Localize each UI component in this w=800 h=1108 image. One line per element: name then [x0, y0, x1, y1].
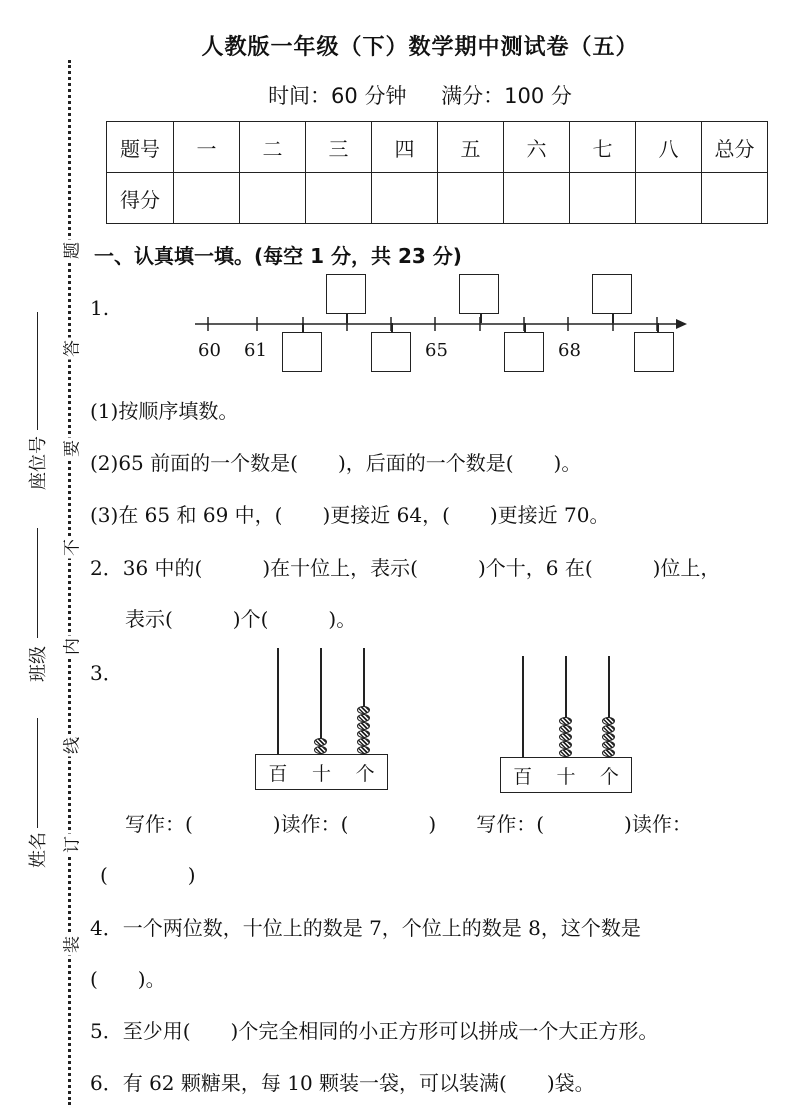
score-cell[interactable] [702, 173, 768, 224]
q6-line: 6．有 62 颗糖果，每 10 颗装一袋，可以装满( )袋。 [90, 1071, 595, 1095]
score-header-cell: 题号 [107, 122, 174, 173]
exam-info [0, 80, 800, 110]
abacus-bead [357, 730, 370, 738]
margin-warning-char: 答 [58, 338, 83, 360]
q2-line1: 2．36 中的( )在十位上，表示( )个十，6 在( )位上， [90, 556, 721, 580]
score-header-cell: 一 [174, 122, 240, 173]
abacus-bead [559, 717, 572, 725]
margin-warning-char: 装 [58, 934, 83, 956]
abacus-2 [500, 656, 632, 796]
number-line [190, 312, 690, 336]
q3-tail: ( ) [100, 863, 196, 887]
number-line-label: 60 [198, 340, 221, 361]
class-label: 班级 [28, 646, 49, 682]
score-table [106, 121, 768, 224]
abacus-1 [255, 648, 388, 793]
number-line-label: 68 [558, 340, 581, 361]
abacus-2-tens-beads [559, 717, 572, 757]
q3-write-read: 写作：( )读作：( ) 写作：( )读作： [125, 812, 692, 836]
abacus-bead [357, 722, 370, 730]
abacus-bead [602, 741, 615, 749]
score-header-cell: 二 [240, 122, 306, 173]
abacus-1-base [255, 754, 388, 790]
score-header-cell: 总分 [702, 122, 768, 173]
seat-number-blank[interactable] [37, 312, 38, 430]
abacus-bead [559, 725, 572, 733]
abacus-bead [314, 738, 327, 746]
name-label: 姓名 [28, 832, 49, 868]
place-hundreds: 百 [268, 762, 288, 785]
abacus-bead [559, 741, 572, 749]
class-blank[interactable] [37, 528, 38, 638]
q3-number: 3． [90, 661, 123, 685]
place-hundreds: 百 [513, 765, 533, 788]
abacus-bead [357, 714, 370, 722]
q5-line: 5．至少用( )个完全相同的小正方形可以拼成一个大正方形。 [90, 1019, 659, 1043]
score-cell[interactable] [240, 173, 306, 224]
q4-line2: ( )。 [90, 967, 166, 991]
number-line-answer-box[interactable] [326, 274, 366, 314]
score-cell[interactable] [636, 173, 702, 224]
place-ones: 个 [599, 765, 619, 788]
score-table-header-row [107, 122, 768, 173]
score-header-cell: 六 [504, 122, 570, 173]
score-header-cell: 三 [306, 122, 372, 173]
score-cell[interactable] [438, 173, 504, 224]
abacus-bead [602, 733, 615, 741]
abacus-bead [357, 706, 370, 714]
time-limit: 时间：60 分钟 [268, 84, 407, 108]
page-title: 人教版一年级（下）数学期中测试卷（五） [201, 35, 639, 60]
number-line-answer-box[interactable] [459, 274, 499, 314]
abacus-bead [559, 749, 572, 757]
score-header-cell: 四 [372, 122, 438, 173]
q1-sub2: (2)65 前面的一个数是( )，后面的一个数是( )。 [90, 451, 582, 475]
q1-sub3: (3)在 65 和 69 中，( )更接近 64，( )更接近 70。 [90, 503, 610, 527]
margin-warning-char: 要 [58, 438, 83, 460]
full-score: 满分：100 分 [441, 84, 572, 108]
margin-warning-char: 不 [58, 537, 83, 559]
score-header-cell: 八 [636, 122, 702, 173]
score-cell[interactable] [306, 173, 372, 224]
q1-number: 1. [90, 296, 110, 320]
score-table-score-row [107, 173, 768, 224]
number-line-label: 61 [244, 340, 267, 361]
name-blank[interactable] [37, 718, 38, 828]
score-cell[interactable] [174, 173, 240, 224]
margin-warning-char: 题 [58, 240, 83, 262]
score-header-cell: 七 [570, 122, 636, 173]
abacus-bead [602, 717, 615, 725]
abacus-bead [559, 733, 572, 741]
q2-line2: 表示( )个( )。 [125, 607, 357, 631]
abacus-2-base [500, 757, 632, 793]
place-tens: 十 [311, 762, 331, 785]
score-header-cell: 五 [438, 122, 504, 173]
number-line-answer-box[interactable] [504, 332, 544, 372]
margin-warning-char: 订 [58, 834, 83, 856]
abacus-2-ones-beads [602, 717, 615, 757]
abacus-bead [314, 746, 327, 754]
q1-sub1: (1)按顺序填数。 [90, 399, 239, 423]
abacus-bead [357, 746, 370, 754]
section-1-title: 一、认真填一填。(每空 1 分，共 23 分) [94, 244, 462, 268]
abacus-1-tens-beads [314, 738, 327, 754]
margin-warning-char: 线 [58, 735, 83, 757]
number-line-answer-box[interactable] [282, 332, 322, 372]
number-line-answer-box[interactable] [634, 332, 674, 372]
abacus-1-ones-beads [357, 706, 370, 754]
place-ones: 个 [355, 762, 375, 785]
number-line-label: 65 [425, 340, 448, 361]
q4-line1: 4．一个两位数，十位上的数是 7，个位上的数是 8，这个数是 [90, 916, 641, 940]
abacus-bead [357, 738, 370, 746]
score-cell[interactable] [372, 173, 438, 224]
abacus-bead [602, 749, 615, 757]
score-cell[interactable] [504, 173, 570, 224]
seat-number-label: 座位号 [28, 436, 49, 490]
abacus-bead [602, 725, 615, 733]
place-tens: 十 [556, 765, 576, 788]
margin-warning-char: 内 [58, 636, 83, 658]
number-line-answer-box[interactable] [371, 332, 411, 372]
score-cell[interactable] [570, 173, 636, 224]
score-row-label: 得分 [107, 173, 174, 224]
number-line-answer-box[interactable] [592, 274, 632, 314]
